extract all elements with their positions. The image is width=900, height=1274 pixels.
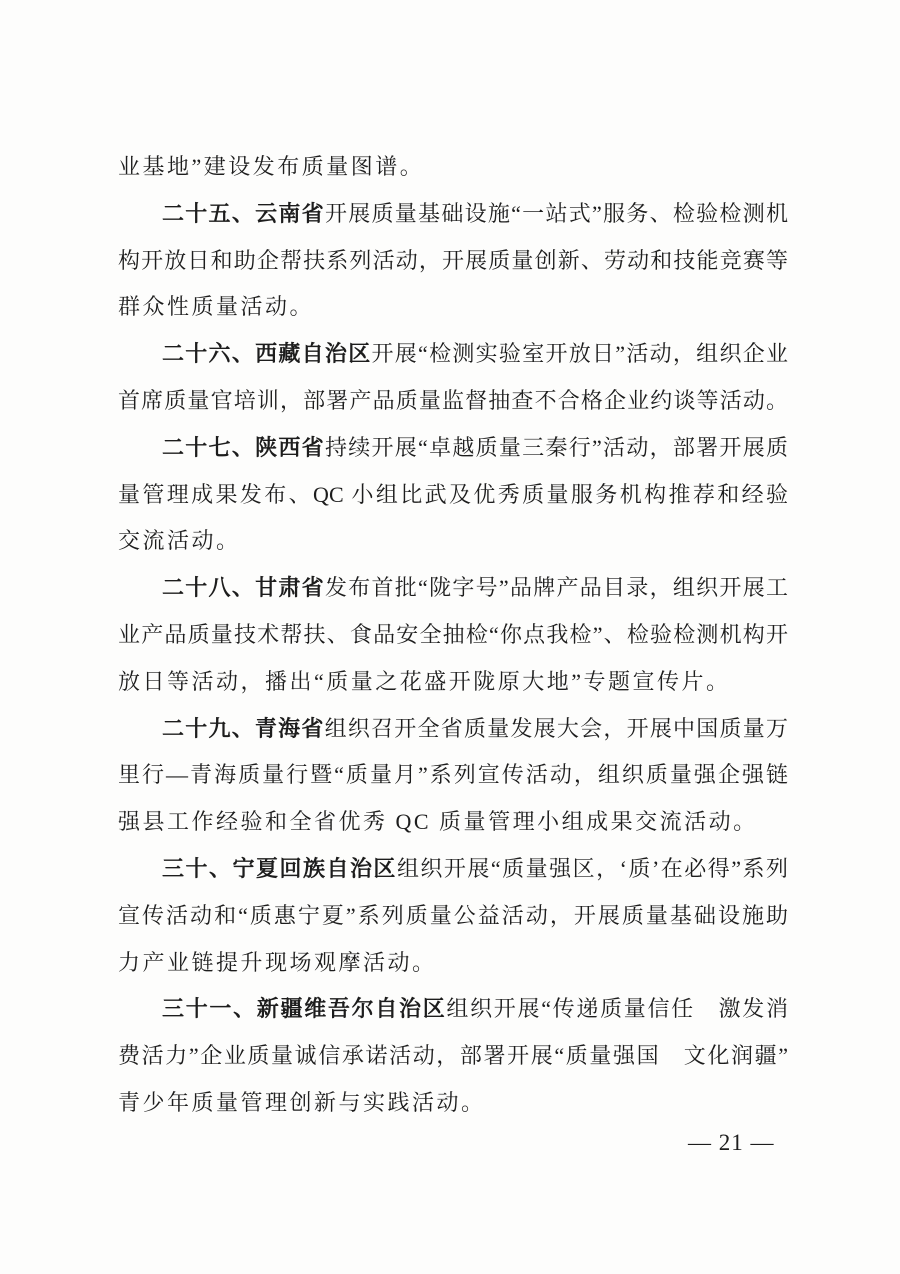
paragraph-text: 开展质量基础设施“一站式”服务、检验检测机 xyxy=(324,200,788,226)
document-line xyxy=(118,191,788,238)
paragraph-number-label: 二十六、西藏自治区 xyxy=(162,341,372,367)
paragraph-text: 开展“检测实验室开放日”活动，组织企业 xyxy=(371,341,788,367)
paragraph-text: 宣传活动和“质惠宁夏”系列质量公益活动，开展质量基础设施助 xyxy=(118,902,788,928)
document-line xyxy=(118,1080,788,1127)
paragraph-number-label: 二十七、陕西省 xyxy=(162,434,325,460)
paragraph-number-label: 二十九、青海省 xyxy=(162,715,325,741)
document-line xyxy=(118,472,788,519)
paragraph-text: 放日等活动，播出“质量之花盛开陇原大地”专题宣传片。 xyxy=(118,668,731,694)
document-line xyxy=(118,518,788,565)
document-line xyxy=(118,378,788,425)
document-line xyxy=(118,1033,788,1080)
document-line xyxy=(118,284,788,331)
paragraph-number-label: 二十八、甘肃省 xyxy=(162,575,325,601)
document-line xyxy=(118,659,788,706)
paragraph-text: 业产品质量技术帮扶、食品安全抽检“你点我检”、检验检测机构开 xyxy=(118,621,788,647)
paragraph-text: 组织召开全省质量发展大会，开展中国质量万 xyxy=(324,715,788,741)
paragraph-text: 发布首批“陇字号”品牌产品目录，组织开展工 xyxy=(324,575,788,601)
paragraph-text: 构开放日和助企帮扶系列活动，开展质量创新、劳动和技能竞赛等 xyxy=(118,247,788,273)
document-line xyxy=(118,331,788,378)
document-line xyxy=(118,799,788,846)
paragraph-text: 组织开展“质量强区，‘质’在必得”系列 xyxy=(396,855,788,881)
paragraph-text: 群众性质量活动。 xyxy=(118,294,315,320)
paragraph-number-label: 三十、宁夏回族自治区 xyxy=(162,855,397,881)
paragraph-text: 费活力”企业质量诚信承诺活动，部署开展“质量强国 文化润疆” xyxy=(118,1043,788,1069)
document-line xyxy=(118,706,788,753)
document-line xyxy=(118,752,788,799)
page-number: — 21 — xyxy=(688,1130,775,1155)
paragraph-text: 强县工作经验和全省优秀 QC 质量管理小组成果交流活动。 xyxy=(118,809,758,835)
paragraph-text: 交流活动。 xyxy=(118,528,241,554)
document-line xyxy=(118,893,788,940)
paragraph-text: 组织开展“传递质量信任 激发消 xyxy=(446,996,788,1022)
document-line xyxy=(118,612,788,659)
document-line xyxy=(118,565,788,612)
paragraph-text: 里行—青海质量行暨“质量月”系列宣传活动，组织质量强企强链 xyxy=(118,762,788,788)
document-line xyxy=(118,846,788,893)
paragraph-text: 持续开展“卓越质量三秦行”活动，部署开展质 xyxy=(324,434,788,460)
paragraph-text: 力产业链提升现场观摩活动。 xyxy=(118,949,437,975)
document-line xyxy=(118,144,788,191)
paragraph-text: 业基地”建设发布质量图谱。 xyxy=(118,154,425,179)
paragraph-number-label: 三十一、新疆维吾尔自治区 xyxy=(162,996,447,1022)
document-line xyxy=(118,238,788,285)
document-line xyxy=(118,425,788,472)
paragraph-text: 量管理成果发布、QC 小组比武及优秀质量服务机构推荐和经验 xyxy=(118,481,788,507)
document-line xyxy=(118,986,788,1033)
document-body xyxy=(118,144,788,1127)
paragraph-number-label: 二十五、云南省 xyxy=(162,200,325,226)
document-line xyxy=(118,940,788,987)
paragraph-text: 首席质量官培训，部署产品质量监督抽查不合格企业约谈等活动。 xyxy=(118,387,788,413)
paragraph-text: 青少年质量管理创新与实践活动。 xyxy=(118,1089,486,1115)
